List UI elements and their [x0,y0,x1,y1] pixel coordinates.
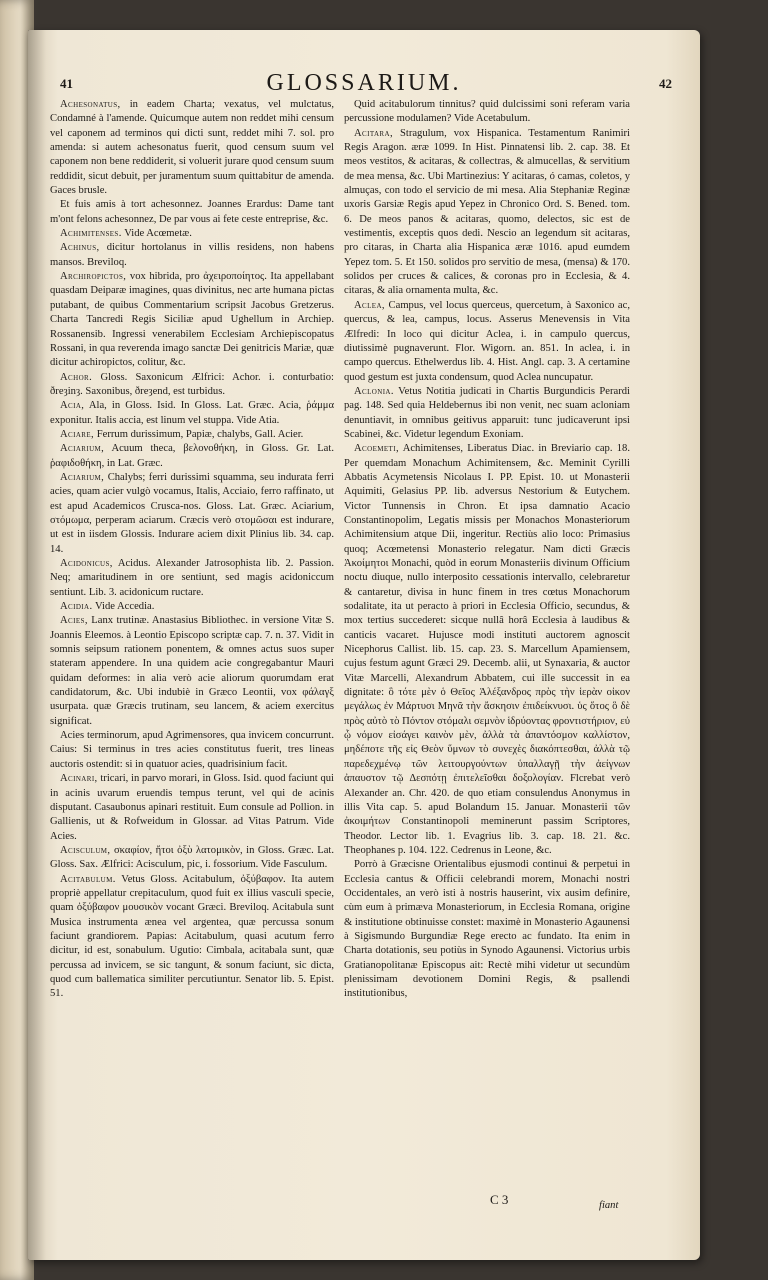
entry-headword: Achimitenses. [60,228,122,240]
page-title: GLOSSARIUM. [266,70,462,96]
entry-text: Vide Acœmetæ. [124,228,192,240]
entry-text: Chalybs; ferri durissimi squamma, seu indurata ferri acies, quam acier vulgò vocamus, Italis, Acciaio, ferro raffinato, ut est apud Academicos Crusca-nos. Gloss. Lat. Græc. Aciarium, στόμωμα, perperam aciarum. Cræcis verò στομῶσαι est indurare, ut est in iisdem Glossis. Indurare aciem dixit Plinius lib. 34. cap. 14. [50,471,334,555]
entry-text: Campus, vel locus querceus, quercetum, à Saxonico ac, quercus, & lea, campus, locus. Asserus Menevensis in Vita Ælfredi: In loco qui dicitur Aclea, i. in campulo quercus, diutissimè pugnaverunt. Flor. Wigorn. an. 851. In aclea, i. in campo quercus. Ethelwerdus lib. 4. Hist. Angl. cap. 3. A certamine quod gestum est juxta condensum, quod Aclea nuncupatur. [344,299,630,383]
entry-headword: Acidonicus, [60,558,113,569]
signature-mark: C 3 [490,1192,509,1207]
entry-headword: Aciarium, [60,471,105,483]
glossary-entry [50,399,334,428]
glossary-entry [50,270,334,370]
entry-text: Et fuis amis à tort achesonnez. Joannes Erardus: Dame tant m'ont felons achesonnez, De par vous ai fete ceste entreprise, &c. [50,199,334,225]
entry-text: Stragulum, vox Hispanica. Testamentum Ranimiri Regis Aragon. æræ 1099. In Hist. Pinnatensi lib. 2. cap. 38. Et meos vestitos, & acitaras, & collectras, & almucellas, & servitium de mea mensa, &c. Ubi Martinezius: Y acitaras, ó camas, coletos, y almuças, con todo el servicio de mi mesa. Alia Stephaniæ Reginæ uxoris Garsiæ Regis apud Yepez in Chronico Ord. S. Bened. tom. 6. De meos panos & acitaras, quomo, delectos, sic est de vestimentis, exceptis quos dedi. Nescio an legendum sit acitaras, pro citaras, in Charta alia Hispanica æræ 1016. apud eumdem Yepez tom. 5. Et 150. solidos pro servitio de mesa, (mensa) & 170. solidos per cruces & calices, & coronas pro in Ecclesia, & 4. citaras, & alia ornamenta multa, &c. [344,127,630,297]
entry-text: tricari, in parvo morari, in Gloss. Isid. quod faciunt qui in acinis uvarum eruendis tempus terunt, vel qui de acinis disputant. Casaubonus apinari restituit. Eum consule ad Pollion. in Gallienis, ut & Rofweidum in Glossar. ad Vitas Patrum. Vide Acies. [50,773,334,842]
glossary-entry [344,385,630,442]
entry-text: Acies terminorum, apud Agrimensores, qua invicem concurrunt. Caius: Si terminus in tres acies constitutus fuerit, tres lineas auctoris ostendit: si in quatuor acies, quadrisinium facit. [50,730,334,770]
glossary-entry [50,241,334,270]
entry-headword: Achesonatus, [60,99,121,110]
entry-text: Vetus Gloss. Acitabulum, ὀξύβαφον. Ita autem propriè appellatur crepitaculum, quod fuit ex illius vasculi specie, quam ὀξύβαφον μουσικὸν vocant Græci. Breviloq. Acitabula sunt Musica instrumenta ænea vel argentea, quæ percussa sonum faciunt grandiorem. Papias: Acitabulum, quasi acutum ferro dicitur, id est, sonabulum. Ugutio: Cimbala, acitabala sunt, quæ percussa ad invicem, se sic tangunt, & sonum faciunt, sic dicta, quod cum ballematica similiter percutiuntur. Senator lib. 5. Epist. 51. [50,873,334,1000]
entry-text: Quid acitabulorum tinnitus? quid dulcissimi soni referam varia percussione modulamen? Vide Acetabulum. [344,99,630,125]
entry-headword: Acia, [60,400,85,412]
entry-headword: Aclonia. [354,385,394,397]
entry-text: Acidus. Alexander Jatrosophista lib. 2. Passion. Neq; amaritudinem in ore sentiunt, sed magis acidoniccum sentiunt. Lib. 3. acidonicum ructare. [50,558,334,598]
entry-headword: Aciarium, [60,443,105,455]
running-header [56,70,672,100]
entry-text: Porrò à Græcisne Orientalibus ejusmodi continui & perpetui in Ecclesia cantus & Officii celebrandi morem, Monachi nostri Occidentales, an verò isti à nostris hauserint, vix ausim definire, cùm eum à primæva Monasteriorum, in Ecclesia Romana, origine & institutione obtinuisse constet: maximè in Monasterio Agaunensi à Sigismundo Burgundiæ Rege erecto ac fundato. Ita enim in Charta dotationis, seu potiùs in Synodo Agaunensi. Victorius urbis Gratianopolitanæ Episcopus ait: Rectè mihi videtur ut secundùm plenissimam devotionem Domini Regis, & psallendi institutionibus, [344,859,630,1000]
left-column [50,98,334,1248]
entry-text: dicitur hortolanus in villis residens, non habens mansos. Breviloq. [50,242,334,268]
catchword: fiant [599,1200,619,1211]
entry-headword: Aclea, [354,299,385,311]
glossary-entry [50,98,334,198]
entry-text: Lanx trutinæ. Anastasius Bibliothec. in versione Vitæ S. Joannis Eleemos. à Leontio Episcopo scriptæ cap. 7. n. 37. Vidit in somnis seipsum rationem ponentem, & omnes actus suos super stateram appendere. In una quidem acie congregabantur Mauri quidam deformes: in alia verò acie aliorum quorumdam erat candidatorum, &c. Ubi indubiè in Græco Leontii, vox φάλαγξ usurpata. quæ Græcis trutinam, seu lancem, & aciem exercitus significat. [50,615,334,727]
entry-text: vox hibrida, pro ἀχειροποίητος. Ita appellabant quasdam Deiparæ imagines, quas divinitus, nec arte humana pictas putabant, de quibus Commentarium scripsit Jacobus Gretzerus. Charta Tancredi Regis Siciliæ apud Ughellum in Archiep. Rossanensib. Ingressi venerabilem Ecclesiam Archiepiscopatus Rossani, in qua reverenda imago sanctæ Dei genitricis Mariæ, quæ dicitur achiropictos, colitur, &c. [50,271,334,369]
entry-headword: Acoemeti, [354,443,400,455]
page-number-right: 42 [659,76,672,91]
glossary-entry [50,772,334,844]
page-gutter-shadow [28,30,46,1260]
entry-text: in eadem Charta; vexatus, vel mulctatus, Condamné à l'amende. Quicumque autem non reddet mihi censum vel caponem ad terminos qui dicti sunt, reddet mihi 7. sol. pro amenda: si autem achesonatus fuerit, quod censum suum vel caponem non bene reddiderit, si voluerit jurare quod censum suum reddidit, sicut debuit, per juramentum suum quittabitur de amenda. Gaces brusle. [50,99,334,197]
glossary-entry [344,98,630,127]
glossary-entry [50,729,334,772]
entry-headword: Acinari, [60,773,98,785]
entry-headword: Acidia. [60,601,93,613]
glossary-entry [50,227,334,241]
right-column [344,98,630,1248]
entry-headword: Achor. [60,371,93,383]
glossary-entry [50,614,334,729]
entry-text: Ala, in Gloss. Isid. In Gloss. Lat. Græc. Acia, ῥάμμα exponitur. Italis accia, est linum vel stuppa. Vide Atia. [50,400,334,426]
glossary-entry [50,600,334,614]
glossary-entry [50,198,334,227]
page-number-left: 41 [60,76,73,91]
entry-text: Achimitenses, Liberatus Diac. in Breviario cap. 18. Per quemdam Monachum Achimitensem, &c. Meminit Cyrilli Abbatis Acymetensis Nicolaus I. PP. Epist. 10. ut Monasterii Aquimiti, Gelasius PP. lib. adversus Nestorium & Eutychem. Victor Tunnensis in Chron. Et ipsa damnatio Acacio Constantinopolim, Legatis missis per Monachos Monasteriorum Achimitensium atque Dii, ingeritur. Rectiùs alio loco: Primasius quoq; Acœmetensi Monasterio relegatur. Nam dicti Græcis Ἀκοίμητοι Monachi, quòd in eorum Monasteriis divinum Officium noctu diuque, nullo interposito cessationis intervallo, celebraretur & cantaretur, divisa in hunc finem in tres cœtus Monachorum sodalitate, ita ut peracto à priori in Ecclesia Officio, secundus, & mox tertius succederet: sicque nullâ horâ Ecclesia à laudibus & canticis vacaret. Hujusce modi instituti auctorem agnoscit Nicephorus Callist. lib. 15. cap. 23. S. Marcellum Apamiensem, cujus festum agunt Græci 29. Decemb. alii, ut Synaxaria, & auctor Vitæ Marcelli, Alexandrum Abbatem, cui ille successit in ea dignitate: ὃ τότε μὲν ὁ Θεῖος Ἀλέξανδρος πρὸς τὴν ἱερὰν οἰκον μεγάλως ἐν Μάρτυσι Μηνᾶ τὴν ἄσκησιν ἐπιδείκνυσι. ὑς ὅτος ὃ δὲ πρὸς αὐτὸ τὸ Πόντον στόμαλι σεμνὸν ἱδρύοντας φροντιστήριον, εὐ ᾧ νόμον εἰσάγει καινὸν μὲν, ἀλλὰ τὰ ἀπαντόσμον καλλίστον, μηδέποτε τῆς εἰς Θεὸν ὕμνων τὸ συνεχὲς διακόπτεσθαι, ἀλλὰ τῷ παρεδεχμένῳ τῶν λειτουργούντων ὑπαλλαγῇ τὴν ἀείγνων ἀπαυστον τῷ Δεσπότῃ ἐπιτελεῖσθαι δοξολογίαν. Flcrebat verò Alexander an. Chr. 420. de quo etiam consulendus Anonymus in illis Vita cap. 5. apud Bolandum 15. Januar. Monasterii τῶν ἀκοιμήτων Constantinopoli meminerunt passim Scriptores, Theodor. Lector lib. 1. Evagrius lib. 3. cap. 18. 21. &c. Theophanes p. 104. 122. Cedrenus in Leone, &c. [344,443,630,856]
entry-headword: Archiropictos, [60,271,127,283]
entry-headword: Acitara, [354,127,393,139]
glossary-entry [50,844,334,873]
glossary-entry [50,471,334,557]
glossary-entry [50,873,334,1002]
book-page [28,30,700,1260]
glossary-entry [344,442,630,858]
glossary-entry [50,557,334,600]
entry-text: σκαφίον, ἤτοι ὀξὺ λατομικὸν, in Gloss. Græc. Lat. Gloss. Sax. Ælfrici: Acisculum, pic, i. fossorium. Vide Fasculum. [50,844,334,871]
entry-headword: Acitabulum. [60,873,116,885]
glossary-entry [344,127,630,299]
entry-headword: Acies, [60,615,88,627]
entry-headword: Aciare, [60,428,95,440]
glossary-entry [50,428,334,442]
entry-text: Acuum theca, βελονοθήκη, in Gloss. Gr. Lat. ῥαφιδοθήκη, in Lat. Græc. [50,443,334,469]
entry-text: Ferrum durissimum, Papiæ, chalybs, Gall. Acier. [96,428,304,440]
entry-headword: Achinus, [60,242,100,254]
glossary-entry [50,371,334,400]
entry-text: Vide Accedia. [95,601,155,613]
entry-text: Gloss. Saxonicum Ælfrici: Achor. i. conturbatio: ðreȝinȝ. Saxonibus, ðreȝend, est turbidus. [50,371,334,397]
entry-text: Vetus Notitia judicati in Chartis Burgundicis Perardi pag. 148. Sed quia Heldebernus ibi non venit, nec suam acloniam denuntiavit, in omnibus geitivus apparuit: tunc judicaverunt ipsi Scabinei, &c. Videtur legendum Exoniam. [344,385,630,440]
glossary-entry [344,858,630,1001]
glossary-entry [344,299,630,385]
entry-headword: Acisculum, [60,844,111,856]
glossary-entry [50,442,334,471]
